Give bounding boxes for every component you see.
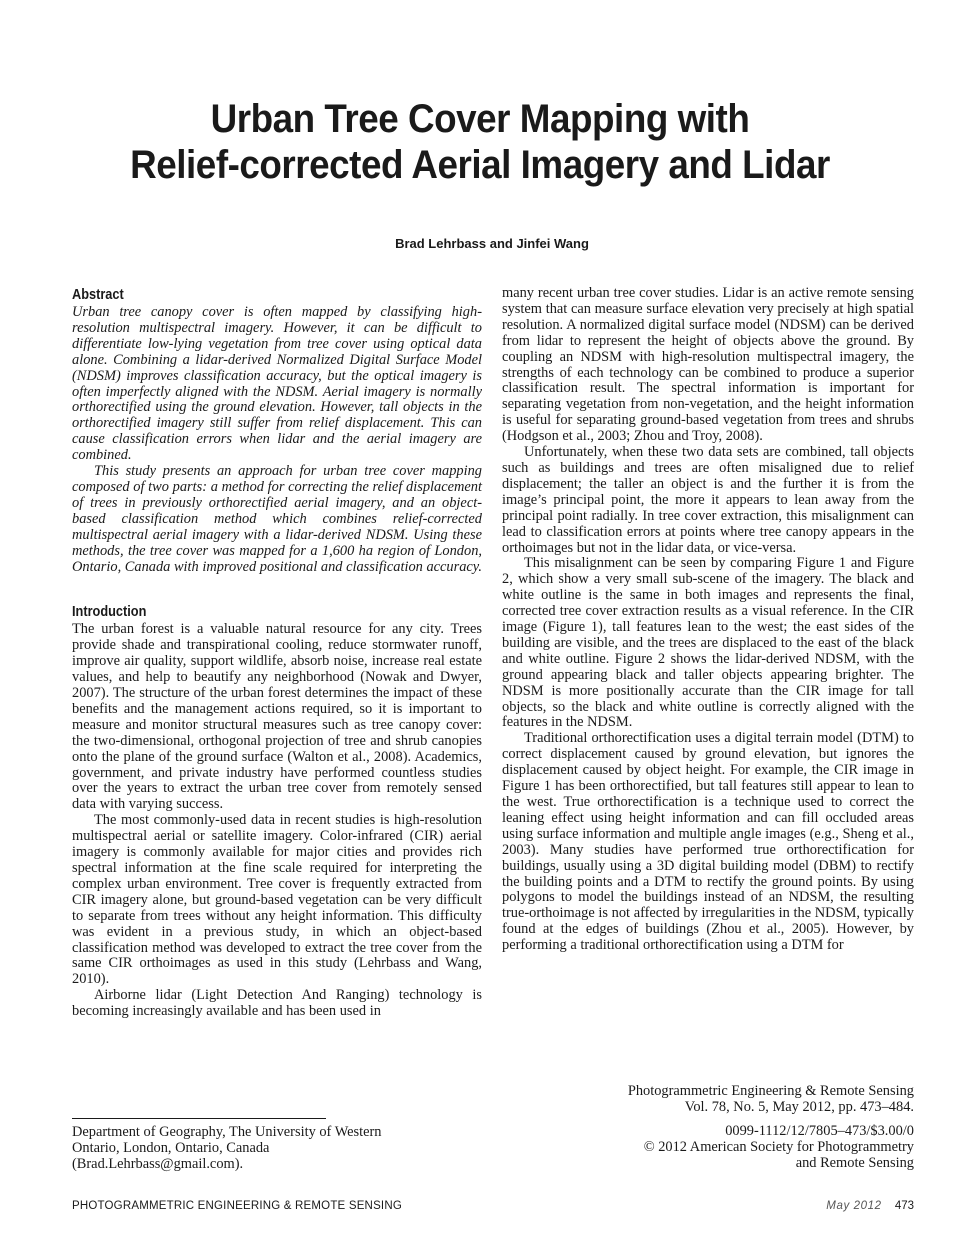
footnote-divider	[72, 1118, 326, 1119]
introduction-heading: Introduction	[72, 603, 147, 621]
title-line-2: Relief-corrected Aerial Imagery and Lidar	[130, 143, 830, 187]
intro-paragraph-3: Airborne lidar (Light Detection And Ranging) technology is becoming increasingly available and has been used in	[72, 987, 482, 1020]
footnote-line-1: Department of Geography, The University of Western	[72, 1124, 382, 1140]
intro-paragraph-1: The urban forest is a valuable natural resource for any city. Trees provide shade and transpirational cooling, reduce stormwater runoff, improve air quality, support wildlife, absorb noise, increase real estate values, and help to beautify any neighborhood (Nowak and Dwyer, 2007). The structure of the urban forest determines the impact of these benefits and the management actions required, so it is important to measure and monitor structural measures such as tree canopy cover: the two-dimensional, orthogonal projection of tree and shrub canopies onto the plane of the ground surface (Walton et al., 2008). Academics, government, and private industry have performed countless studies over the years to extract the urban tree cover from remotely sensed data with varying success.	[72, 621, 482, 813]
volume-info: Vol. 78, No. 5, May 2012, pp. 473–484.	[684, 1099, 914, 1115]
author-list: Brad Lehrbass and Jinfei Wang	[395, 236, 589, 251]
right-paragraph-1: many recent urban tree cover studies. Lidar is an active remote sensing system that can measure surface elevation very precisely at high spatial resolution. A normalized digital surface model (NDSM) can be derived from lidar to represent the height of objects above the ground. By coupling an NDSM with high-resolution multispectral imagery, the strengths of each technology can be combined to produce a superior classification result. The spectral information is important for separating vegetation from non-vegetation, and the height information is useful for separating ground-based vegetation from trees and shrubs (Hodgson et al., 2003; Zhou and Troy, 2008).	[502, 285, 914, 445]
footnote-line-3: (Brad.Lehrbass@gmail.com).	[72, 1156, 244, 1172]
journal-name: Photogrammetric Engineering & Remote Sensing	[627, 1083, 914, 1099]
footer-date: May 2012	[826, 1200, 882, 1212]
abstract-section	[72, 286, 482, 575]
abstract-paragraph-2: This study presents an approach for urban tree cover mapping composed of two parts: a method for correcting the relief displacement of trees in previously orthorectified aerial imagery, and an object-based classification method which combines relief-corrected multispectral aerial imagery with a lidar-derived NDSM. Using these methods, the tree cover was mapped for a 1,600 ha region of London, Ontario, Canada with improved positional and classification accuracy.	[72, 463, 482, 575]
paper-title	[75, 96, 885, 188]
copyright-line-2: and Remote Sensing	[795, 1155, 914, 1171]
right-paragraph-2: Unfortunately, when these two data sets are combined, tall objects such as buildings and trees are often misaligned due to relief displacement; the taller an object is and the further it is from the image’s principal point, the more it appears to lean away from the principal point radially. In tree cover extraction, this misalignment can lead to classification errors at points where tree canopy appears in the orthoimages but not in the lidar data, or vice-versa.	[502, 444, 914, 556]
author-affiliation-footnote	[72, 1124, 482, 1172]
right-paragraph-4: Traditional orthorectification uses a digital terrain model (DTM) to correct displacement caused by ground elevation, but ignores the displacement caused by object height. For example, the CIR image in Figure 1 has been orthorectified, but tall features still appear to lean to the west. True orthorectification is a technique used to correct the leaning effect using height information and can fill occluded areas using surface information and multiple angle images (e.g., Sheng et al., 2003). Many studies have performed true orthorectification for buildings, usually using a 3D digital building model (DBM) to rectify the building points and a DTM to rectify the ground points. By using polygons to model the buildings instead of an NDSM, the resulting true-orthoimage is not affected by irregularities in the NDSM, typically found at the edges of buildings (Zhou et al., 2005). However, by performing a traditional orthorectification using a DTM for	[502, 730, 914, 954]
left-column	[72, 286, 482, 1020]
footnote-line-2: Ontario, London, Ontario, Canada	[72, 1140, 270, 1156]
publication-info	[514, 1083, 914, 1171]
page-number: 473	[894, 1200, 914, 1212]
running-footer-page	[826, 1200, 914, 1212]
title-line-1: Urban Tree Cover Mapping with	[210, 97, 750, 141]
introduction-section	[72, 603, 482, 1020]
abstract-paragraph-1: Urban tree canopy cover is often mapped by classifying high-resolution multispectral imagery. However, it can be difficult to differentiate low-lying vegetation from tree cover using optical data alone. Combining a lidar-derived Normalized Digital Surface Model (NDSM) improves classification accuracy, but the optical imagery is often imperfectly aligned with the NDSM. Aerial imagery is normally orthorectified using the ground elevation. However, tall objects in the orthorectified imagery still suffer from relief displacement. This can cause classification errors when lidar and the aerial imagery are combined.	[72, 304, 482, 464]
running-footer-journal: PHOTOGRAMMETRIC ENGINEERING & REMOTE SENSING	[72, 1200, 402, 1212]
article-code: 0099-1112/12/7805–473/$3.00/0	[725, 1123, 914, 1139]
copyright-line-1: © 2012 American Society for Photogrammetry	[643, 1139, 914, 1155]
right-paragraph-3: This misalignment can be seen by comparing Figure 1 and Figure 2, which show a very small sub-scene of the imagery. The black and white outline is the same in both images and represents the final, corrected tree cover extraction results as a visual reference. In the CIR image (Figure 1), tall features lean to the west; the east sides of the building are visible, and the trees are displaced to the east of the black and white outline. Figure 2 shows the lidar-derived NDSM, with the ground appearing black and taller objects appearing brighter. The NDSM is more positionally accurate than the CIR image for tall objects, so the black and white outline is correctly aligned with the features in the NDSM.	[502, 555, 914, 731]
right-column	[502, 286, 914, 954]
abstract-heading: Abstract	[72, 286, 124, 303]
intro-paragraph-2: The most commonly-used data in recent studies is high-resolution multispectral aerial or satellite imagery. Color-infrared (CIR) aerial imagery is commonly available for major cities and provides rich spectral information at the fine scale required for interpreting the complex urban environment. Tree cover is frequently extracted from CIR imagery alone, but ground-based vegetation can be very difficult to separate from trees without any height information. This difficulty was evident in a previous study, in which an object-based classification method was developed to extract the tree cover from the same CIR orthoimages as used in this study (Lehrbass and Wang, 2010).	[72, 812, 482, 988]
